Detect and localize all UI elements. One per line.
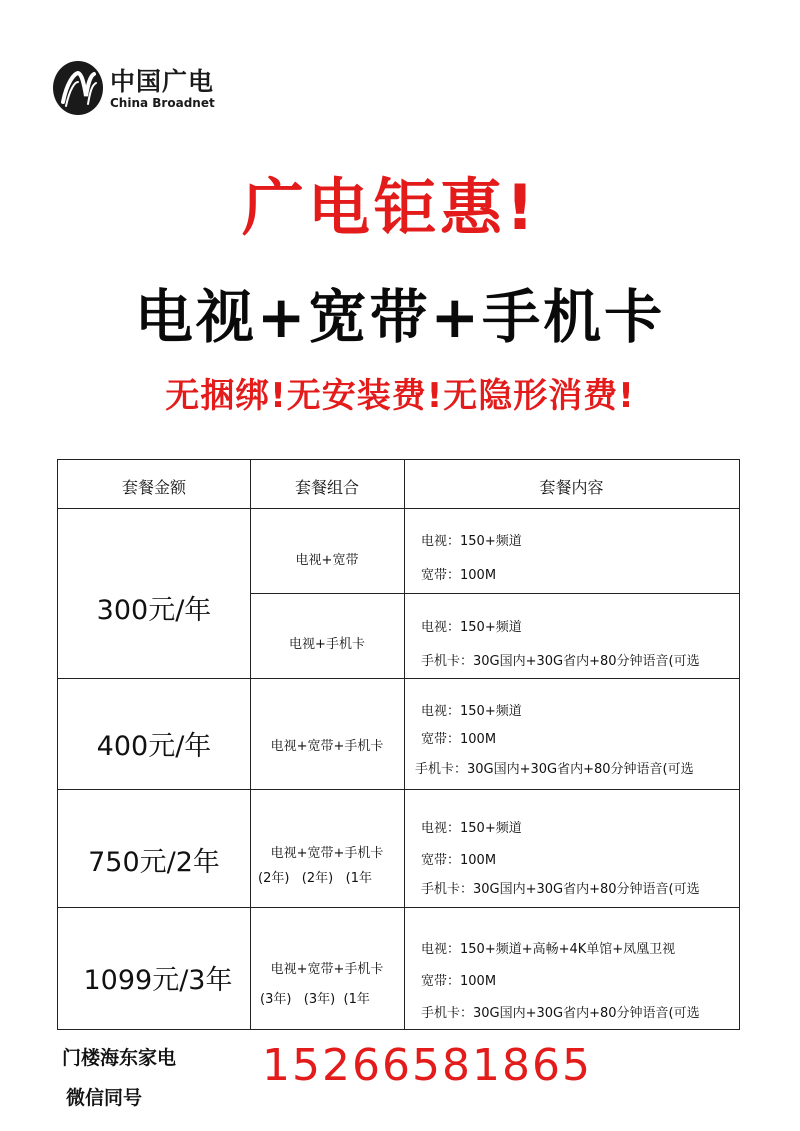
plan-combo: 电视+手机卡 — [289, 637, 365, 652]
plan-amount: 1099元/3年 — [83, 965, 233, 996]
plan-detail: 电视：150+频道+高畅+4K单馆+凤凰卫视 — [421, 942, 676, 957]
table-divider — [58, 789, 739, 790]
table-divider — [58, 678, 739, 679]
plan-detail: 电视：150+频道 — [421, 821, 522, 836]
plan-detail: 宽带：100M — [421, 732, 497, 747]
plan-detail: 手机卡：30G国内+30G省内+80分钟语音(可选 — [415, 762, 694, 777]
plan-detail: 电视：150+频道 — [421, 534, 522, 549]
plan-combo-years: (2年) (2年) (1年 — [258, 871, 372, 886]
plan-detail: 电视：150+频道 — [421, 620, 522, 635]
plan-combo: 电视+宽带+手机卡 — [270, 846, 384, 861]
brand-logo — [52, 58, 222, 122]
plan-combo: 电视+宽带+手机卡 — [270, 739, 384, 754]
plan-amount: 750元/2年 — [88, 847, 220, 878]
store-name: 门楼海东家电 — [62, 1047, 177, 1069]
plan-amount: 300元/年 — [96, 595, 212, 626]
plan-detail: 手机卡：30G国内+30G省内+80分钟语音(可选 — [421, 654, 700, 669]
table-divider — [250, 593, 739, 594]
header-content: 套餐内容 — [539, 478, 604, 497]
plan-detail: 电视：150+频道 — [421, 704, 522, 719]
plan-combo: 电视+宽带 — [295, 553, 359, 568]
table-divider — [404, 460, 405, 1029]
logo-name-cn: 中国广电 — [110, 67, 215, 96]
plan-detail: 手机卡：30G国内+30G省内+80分钟语音(可选 — [421, 882, 700, 897]
china-broadnet-logo-icon — [52, 58, 104, 118]
logo-name-en: China Broadnet — [110, 96, 215, 110]
plan-detail: 宽带：100M — [421, 853, 497, 868]
header-amount: 套餐金额 — [121, 478, 186, 497]
table-divider — [58, 508, 739, 509]
promo-slogan: 无捆绑!无安装费!无隐形消费! — [165, 376, 635, 416]
plan-amount: 400元/年 — [96, 731, 212, 762]
promo-subtitle: 电视+宽带+手机卡 — [134, 283, 666, 351]
plan-table — [57, 459, 740, 1030]
promo-title: 广电钜惠! — [241, 171, 539, 244]
plan-combo: 电视+宽带+手机卡 — [270, 962, 384, 977]
contact-phone[interactable]: 15266581865 — [262, 1040, 592, 1091]
wechat-note: 微信同号 — [66, 1087, 143, 1109]
plan-detail: 宽带：100M — [421, 568, 497, 583]
plan-detail: 宽带：100M — [421, 974, 497, 989]
header-combo: 套餐组合 — [294, 478, 359, 497]
plan-combo-years: (3年) (3年) (1年 — [260, 992, 370, 1007]
table-divider — [58, 907, 739, 908]
plan-detail: 手机卡：30G国内+30G省内+80分钟语音(可选 — [421, 1006, 700, 1021]
